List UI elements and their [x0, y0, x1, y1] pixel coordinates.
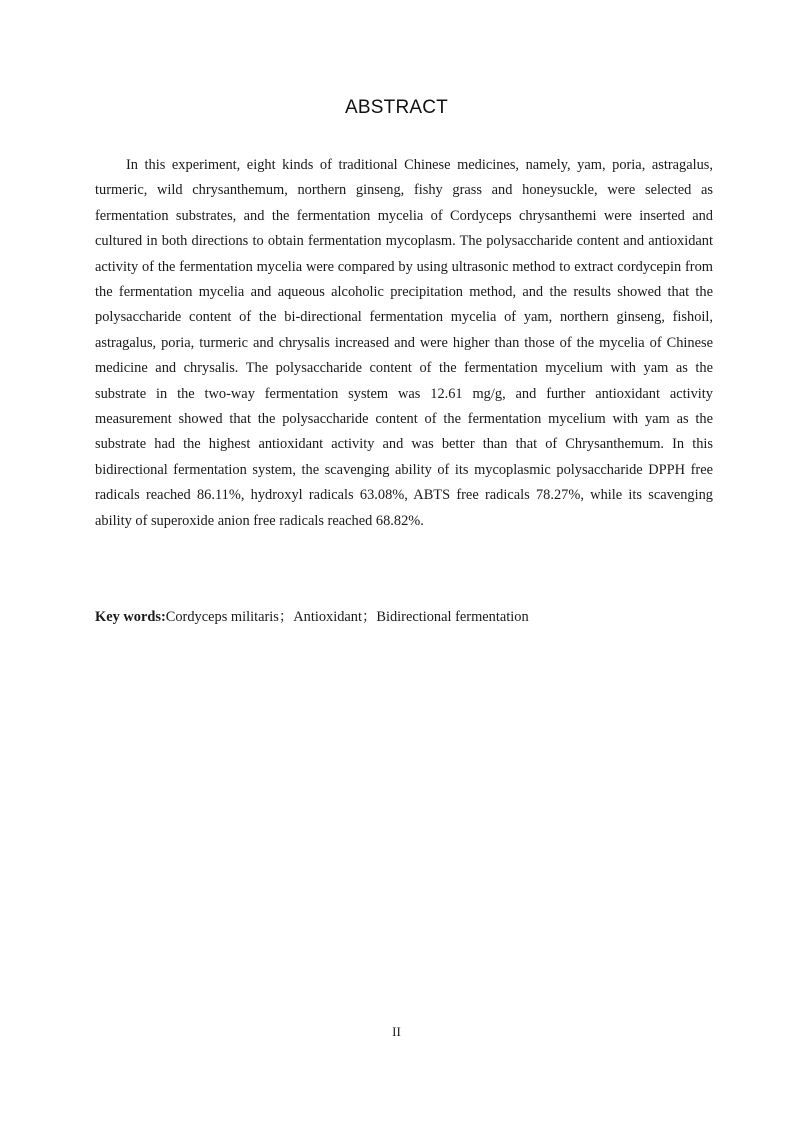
abstract-paragraph: In this experiment, eight kinds of traditional Chinese medicines, namely, yam, poria, astragalus, turmeric, wild chrysanthemum, northern ginseng, fishy grass and honeysuckle, were selected as fermentation substrates, and the fermentation mycelia of Cordyceps chrysanthemi were inserted and cultured in both directions to obtain fermentation mycoplasm. The polysaccharide content and antioxidant activity of the fermentation mycelia were compared by using ultrasonic method to extract cordycepin from the fermentation mycelia and aqueous alcoholic precipitation method, and the results showed that the polysaccharide content of the bi-directional fermentation mycelia of yam, northern ginseng, fishoil, astragalus, poria, turmeric and chrysalis increased and were higher than those of the mycelia of Chinese medicine and chrysalis. The polysaccharide content of the fermentation mycelium with yam as the substrate in the two-way fermentation system was 12.61 mg/g, and further antioxidant activity measurement showed that the polysaccharide content of the fermentation mycelium with yam as the substrate had the highest antioxidant activity and was better than that of Chrysanthemum. In this bidirectional fermentation system, the scavenging ability of its mycoplasmic polysaccharide DPPH free radicals reached 86.11%, hydroxyl radicals 63.08%, ABTS free radicals 78.27%, while its scavenging ability of superoxide anion free radicals reached 68.82%.	[95, 157, 713, 529]
abstract-title: ABSTRACT	[345, 97, 448, 118]
keywords-label: Key words:	[95, 609, 166, 625]
keywords-line	[95, 605, 713, 630]
keywords-text: Cordyceps militaris；Antioxidant；Bidirectional fermentation	[165, 609, 529, 625]
page-number: II	[392, 1024, 401, 1039]
